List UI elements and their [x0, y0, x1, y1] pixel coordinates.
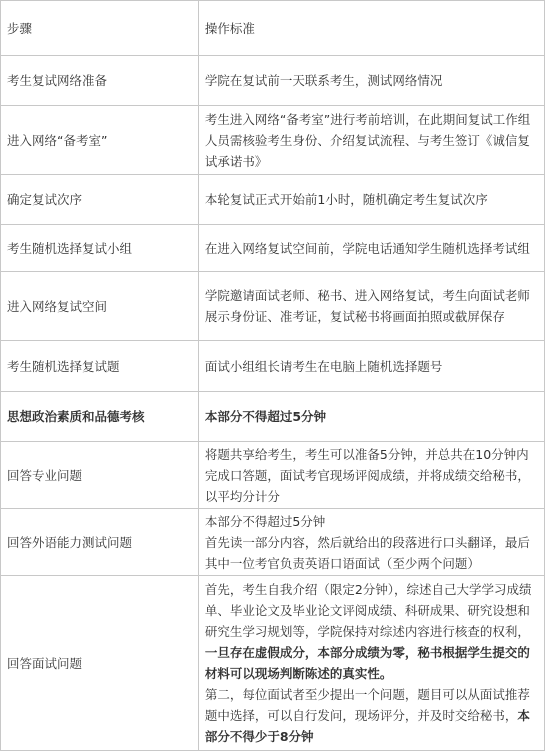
- step-cell: 考生复试网络准备: [1, 56, 199, 106]
- standard-text-bold: 本部分不得少于8分钟: [204, 708, 530, 744]
- standard-text: 首先，考生自我介绍（限定2分钟），综述自己大学学习成绩单、毕业论文及毕业论文评阅成绩、科研成果、研究设想和研究生学习规划等，学院保持对综述内容进行核查的权利，: [204, 582, 532, 639]
- standard-cell: 本轮复试正式开始前1小时，随机确定考生复试次序: [198, 175, 544, 225]
- step-cell: 回答专业问题: [1, 442, 199, 509]
- table-row: [1, 576, 545, 751]
- step-cell: 考生随机选择复试小组: [1, 225, 199, 272]
- table-row: [1, 341, 545, 392]
- step-cell: 确定复试次序: [1, 175, 199, 225]
- standard-cell: 考生进入网络“备考室”进行考前培训，在此期间复试工作组人员需核验考生身份、介绍复试流程、与考生签订《诚信复试承诺书》: [198, 106, 544, 175]
- header-standard: 操作标准: [198, 1, 544, 56]
- table-row: [1, 272, 545, 341]
- standard-line: 首先读一部分内容，然后就给出的段落进行口头翻译，最后其中一位考官负责英语口语面试（至少两个问题）: [204, 534, 530, 571]
- standard-line: 本部分不得超过5分钟: [204, 513, 326, 529]
- step-cell: 回答外语能力测试问题: [1, 509, 199, 576]
- table-row: [1, 509, 545, 576]
- standard-cell: 面试小组组长请考生在电脑上随机选择题号: [198, 341, 544, 392]
- standard-cell: 在进入网络复试空间前，学院电话通知学生随机选择考试组: [198, 225, 544, 272]
- table-row: [1, 175, 545, 225]
- step-cell: 考生随机选择复试题: [1, 341, 199, 392]
- step-cell: 思想政治素质和品德考核: [1, 392, 199, 442]
- standard-cell: 学院邀请面试老师、秘书、进入网络复试，考生向面试老师展示身份证、准考证，复试秘书将画面拍照或截屏保存: [198, 272, 544, 341]
- step-cell: 进入网络复试空间: [1, 272, 199, 341]
- standard-text-bold: 一旦存在虚假成分，本部分成绩为零，秘书根据学生提交的材料可以现场判断陈述的真实性。: [204, 645, 530, 681]
- standard-cell: [198, 576, 544, 751]
- step-cell: 进入网络“备考室”: [1, 106, 199, 175]
- standard-cell: [198, 509, 544, 576]
- table-row: [1, 56, 545, 106]
- standard-cell: 学院在复试前一天联系考生，测试网络情况: [198, 56, 544, 106]
- standard-cell: 将题共享给考生，考生可以准备5分钟，并总共在10分钟内完成口答题，面试考官现场评阅成绩，并将成绩交给秘书，以平均分计分: [198, 442, 544, 509]
- step-cell: 回答面试问题: [1, 576, 199, 751]
- standard-cell: 本部分不得超过5分钟: [198, 392, 544, 442]
- header-step: 步骤: [1, 1, 199, 56]
- table-row: [1, 106, 545, 175]
- table-row: [1, 392, 545, 442]
- table-row: [1, 225, 545, 272]
- table-row: [1, 442, 545, 509]
- standard-text: 第二，每位面试者至少提出一个问题，题目可以从面试推荐题中选择，可以自行发问，现场评分，并及时交给秘书，: [204, 687, 530, 723]
- table-header-row: [1, 1, 545, 56]
